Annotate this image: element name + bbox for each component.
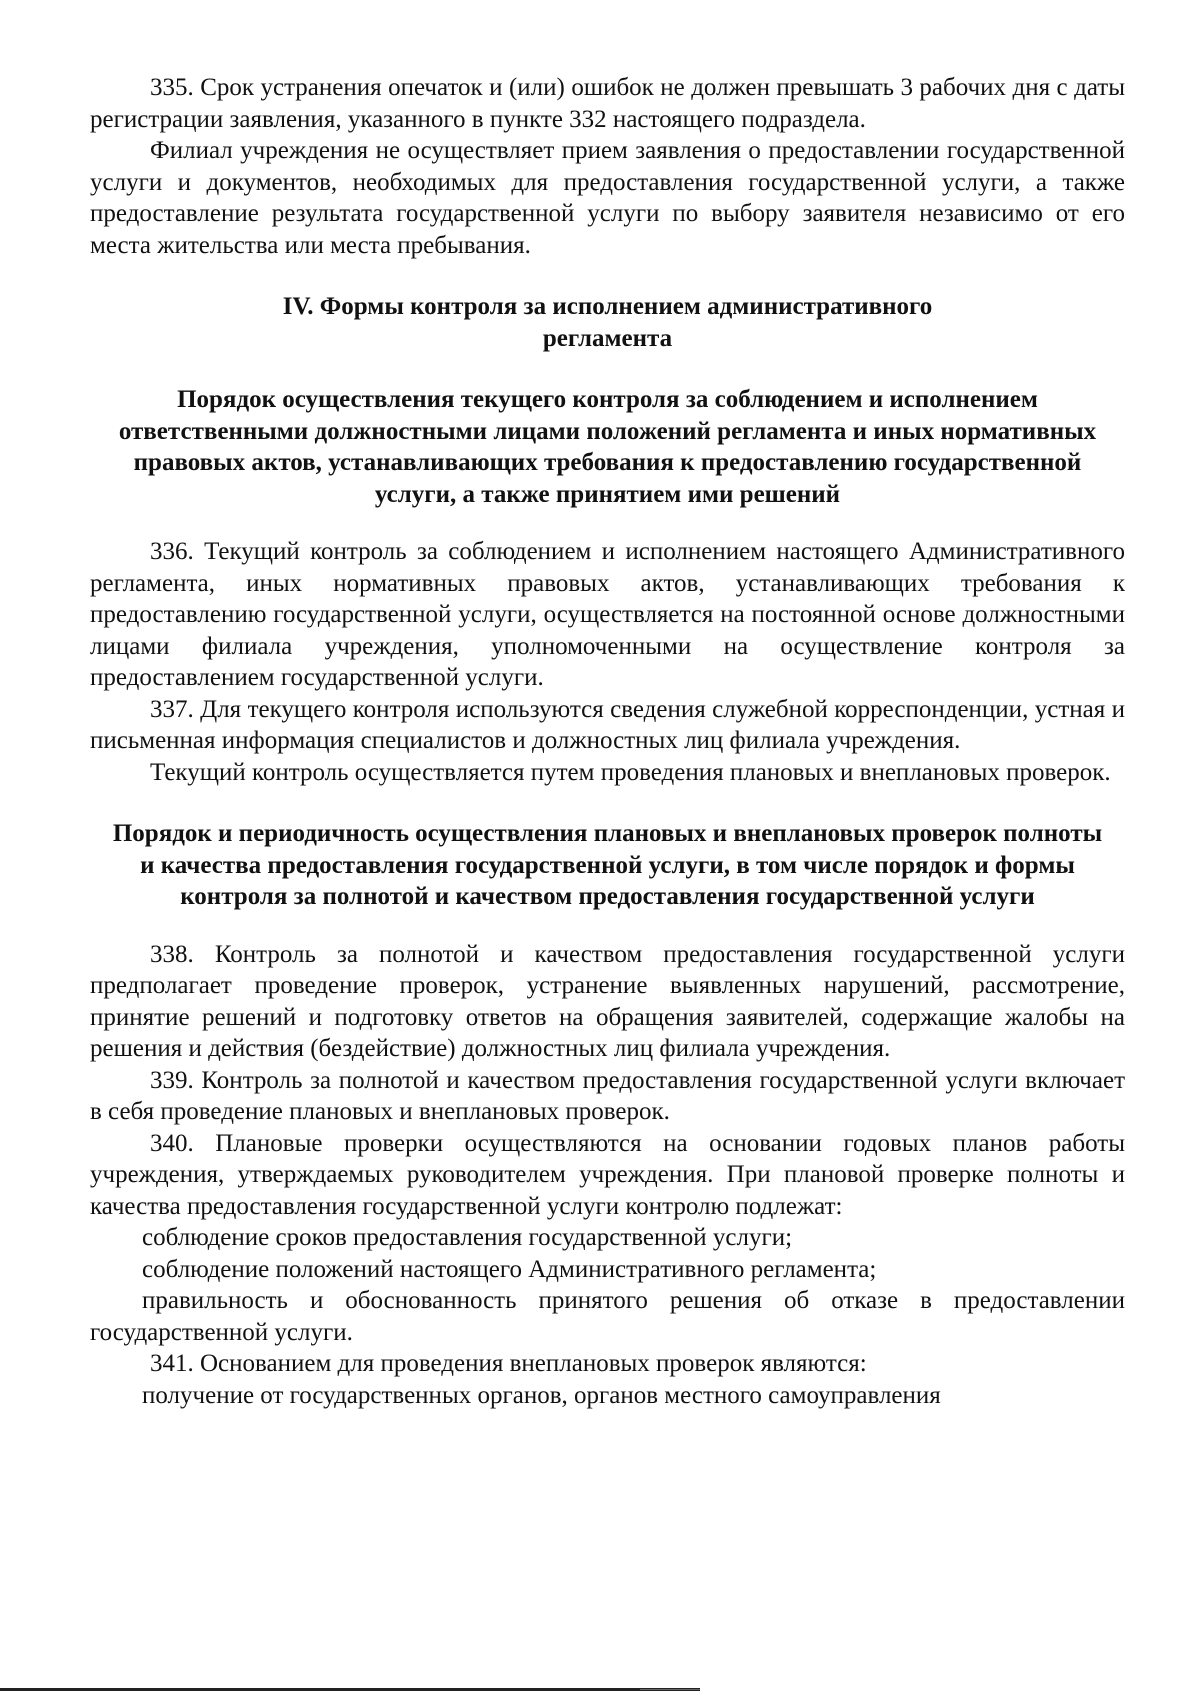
scan-edge-line xyxy=(0,1688,700,1691)
paragraph-341: 341. Основанием для проведения внеплановых проверок являются: xyxy=(150,1350,867,1377)
list-item: соблюдение положений настоящего Административного регламента; xyxy=(142,1255,877,1283)
paragraph-341-item: получение от государственных органов, органов местного самоуправления xyxy=(142,1381,941,1409)
paragraph-current-control-method: Текущий контроль осуществляется путем проведения плановых и внеплановых проверок. xyxy=(150,758,1111,786)
subheading-current-control: Порядок осуществления текущего контроля за соблюдением и исполнением ответственными должностными лицами положений регламента и иных нормативных правовых актов, устанавливающих требования к предоставлению государственной услуги, а также принятием ими решений xyxy=(118,386,1097,508)
section-heading-line1: IV. Формы контроля за исполнением административного xyxy=(282,293,933,320)
paragraph-337: 337. Для текущего контроля используются сведения служебной корреспонденции, устная и письменная информация специалистов и должностных лиц филиала учреждения. xyxy=(90,695,1125,754)
document-page xyxy=(90,72,1125,1411)
paragraph-336: 336. Текущий контроль за соблюдением и исполнением настоящего Административного регламента, иных нормативных правовых актов, устанавливающих требования к предоставлению государственной услуги, осуществляется на постоянной основе должностными лицами филиала учреждения, уполномоченными на осуществление контроля за предоставлением государственной услуги. xyxy=(90,538,1125,691)
paragraph-338: 338. Контроль за полнотой и качеством предоставления государственной услуги предполагает проведение проверок, устранение выявленных нарушений, рассмотрение, принятие решений и подготовку ответов на обращения заявителей, содержащие жалобы на решения и действия (бездействие) должностных лиц филиала учреждения. xyxy=(90,940,1125,1062)
paragraph-339: 339. Контроль за полнотой и качеством предоставления государственной услуги включает в себя проведение плановых и внеплановых проверок. xyxy=(90,1066,1125,1125)
paragraph-335: 335. Срок устранения опечаток и (или) ошибок не должен превышать 3 рабочих дня с даты регистрации заявления, указанного в пункте 332 настоящего подраздела. xyxy=(90,74,1125,133)
list-item: правильность и обоснованность принятого решения об отказе в предоставлении государственной услуги. xyxy=(90,1287,1125,1346)
subheading-inspections: Порядок и периодичность осуществления плановых и внеплановых проверок полноты и качества предоставления государственной услуги, в том числе порядок и формы контроля за полнотой и качеством предоставления государственной услуги xyxy=(112,820,1103,910)
paragraph-340: 340. Плановые проверки осуществляются на основании годовых планов работы учреждения, утверждаемых руководителем учреждения. При плановой проверке полноты и качества предоставления государственной услуги контролю подлежат: xyxy=(90,1129,1125,1220)
paragraph-branch-note: Филиал учреждения не осуществляет прием заявления о предоставлении государственной услуги и документов, необходимых для предоставления государственной услуги, а также предоставление результата государственной услуги по выбору заявителя независимо от его места жительства или места пребывания. xyxy=(90,137,1125,259)
list-item: соблюдение сроков предоставления государственной услуги; xyxy=(142,1224,793,1251)
scan-edge-line-secondary xyxy=(640,1689,700,1690)
section-heading xyxy=(90,291,1125,354)
section-heading-line2: регламента xyxy=(542,324,673,352)
